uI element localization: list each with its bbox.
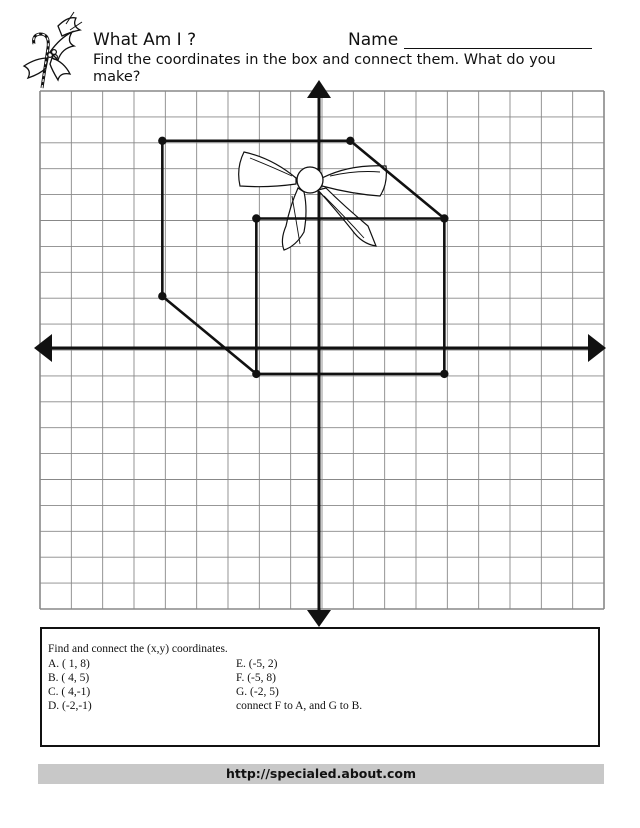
coordinate-e: E. (-5, 2) <box>236 658 278 670</box>
segment-d-e <box>162 296 256 374</box>
grid-lines <box>40 91 604 609</box>
worksheet-title: What Am I ? <box>93 30 197 50</box>
y-axis-arrow-up-icon <box>307 80 331 98</box>
coordinate-b: B. ( 4, 5) <box>48 672 90 684</box>
connect-instructions: connect F to A, and G to B. <box>236 700 363 712</box>
point-e <box>158 292 166 300</box>
point-g <box>252 214 260 222</box>
x-axis-arrow-left-icon <box>34 334 52 362</box>
instructions-text: Find the coordinates in the box and connect them. What do you make? <box>93 52 556 85</box>
point-c <box>440 370 448 378</box>
coordinates-box <box>40 627 600 747</box>
y-axis-arrow-down-icon <box>307 610 331 627</box>
footer-bar <box>38 764 604 784</box>
coordinates-heading: Find and connect the (x,y) coordinates. <box>48 643 228 655</box>
point-f <box>158 137 166 145</box>
coordinate-f: F. (-5, 8) <box>236 672 276 684</box>
coordinate-g: G. (-2, 5) <box>236 686 279 698</box>
point-a <box>346 137 354 145</box>
axes <box>34 80 606 627</box>
ribbon-bow-drawing <box>239 152 387 250</box>
coordinate-d: D. (-2,-1) <box>48 700 92 712</box>
coordinate-c: C. ( 4,-1) <box>48 686 91 698</box>
name-label: Name <box>348 30 399 50</box>
point-d <box>252 370 260 378</box>
point-b <box>440 214 448 222</box>
footer-url[interactable]: http://specialed.about.com <box>226 766 416 781</box>
coordinate-a: A. ( 1, 8) <box>48 658 90 670</box>
